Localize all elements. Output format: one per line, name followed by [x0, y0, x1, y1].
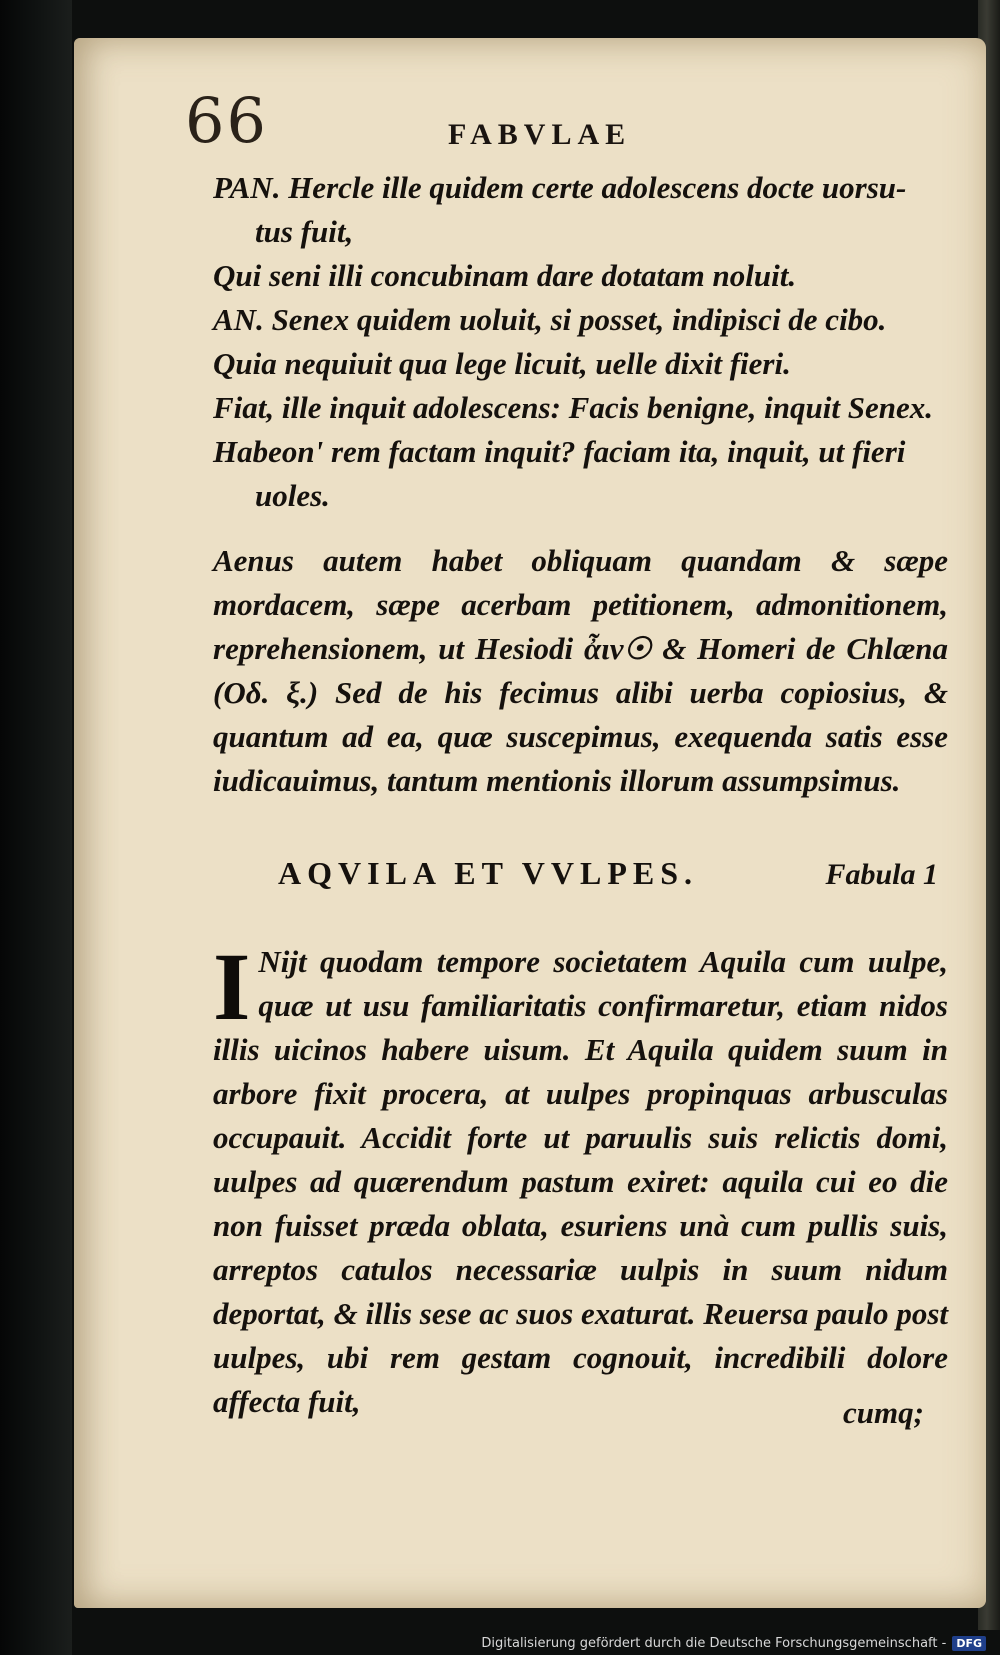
- catchword: cumq;: [843, 1395, 924, 1430]
- commentary-paragraph: [213, 539, 948, 803]
- verse-line: Quia nequiuit qua lege licuit, uelle dixit fieri.: [213, 346, 791, 381]
- verse-line: tus fuit,: [255, 214, 354, 249]
- page-number: 66: [185, 84, 268, 157]
- fable-heading: [278, 855, 938, 892]
- verse-line: Habeon' rem factam inquit? faciam ita, inquit, ut fieri: [213, 434, 906, 469]
- footer-credit: Digitalisierung gefördert durch die Deutsche Forschungsgemeinschaft -: [481, 1636, 947, 1651]
- drop-cap-initial: I: [213, 933, 251, 1040]
- fable-title: AQVILA ET VVLPES.: [278, 855, 699, 891]
- verse-block: [213, 166, 948, 518]
- verse-line: Fiat, ille inquit adolescens: Facis benigne, inquit Senex.: [213, 390, 933, 425]
- digitization-footer: [481, 1636, 986, 1651]
- fable-number: Fabula 1: [825, 858, 938, 891]
- verse-line: uoles.: [255, 478, 330, 513]
- dfg-logo: DFG: [952, 1636, 986, 1651]
- verse-line: PAN. Hercle ille quidem certe adolescens docte uorsu-: [213, 170, 907, 205]
- book-binding-left: [0, 0, 72, 1655]
- fable-body: [213, 933, 948, 1424]
- fable-text: Nijt quodam tempore societatem Aquila cum uulpe, quæ ut usu familiaritatis confirmaretur, etiam nidos illis uicinos habere uisum. Et Aquila quidem suum in arbore fixit procera, at uulpes propinquas arbusculas occupauit. Accidit forte ut paruulis suis relictis domi, uulpes ad quærendum pastum exiret: aquila cui eo die non fuisset præda oblata, esuriens unà cum pullis suis, arreptos catulos necessariæ uulpis in suum nidum deportat, & illis sese ac suos exaturat. Reuersa paulo post uulpes, ubi rem gestam cognouit, incredibili dolore affecta fuit,: [213, 944, 948, 1419]
- running-head: FABVLAE: [448, 118, 632, 151]
- commentary-text: Aenus autem habet obliquam quandam & sæpe mordacem, sæpe acerbam petitionem, admonitionem, reprehensionem, ut Hesiodi ἆιν☉ & Homeri de Chlæna (Οδ. ξ.) Sed de his fecimus alibi uerba copiosius, & quantum ad ea, quæ suscepimus, exequenda satis esse iudicauimus, tantum mentionis illorum assumpsimus.: [213, 543, 948, 798]
- verse-line: Qui seni illi concubinam dare dotatam noluit.: [213, 258, 797, 293]
- verse-line: AN. Senex quidem uoluit, si posset, indipisci de cibo.: [213, 302, 887, 337]
